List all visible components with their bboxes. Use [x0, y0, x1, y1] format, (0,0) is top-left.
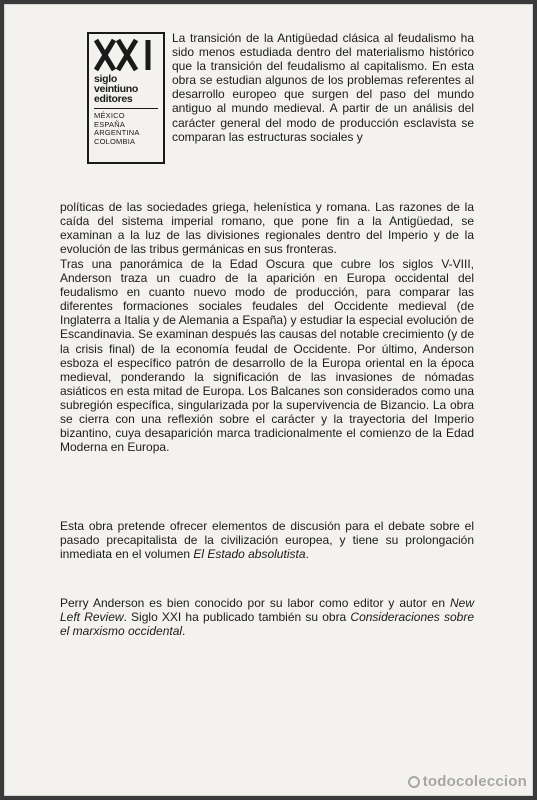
book-title-consideraciones: Consideraciones sobre el marxismo occidental — [60, 610, 474, 639]
author-paragraph — [60, 596, 474, 638]
country-argentina: ARGENTINA — [94, 128, 140, 138]
publisher-name — [94, 74, 158, 104]
country-mexico: MÉXICO — [94, 111, 125, 120]
synopsis-paragraph-3 — [60, 519, 474, 561]
p3-text-end: . — [305, 547, 309, 562]
siglo-xxi-logo-mark-icon — [94, 38, 156, 72]
publisher-name-line3: editores — [94, 93, 133, 105]
country-espana: ESPAÑA — [94, 119, 126, 129]
book-title-el-estado-absolutista: El Estado absolutista — [193, 547, 306, 562]
synopsis-paragraph-2 — [60, 257, 474, 454]
author-paragraph-text — [60, 596, 474, 638]
author-text-c: . — [182, 624, 186, 639]
synopsis-paragraph-1-continued — [60, 200, 474, 256]
p3-text-start: Esta obra pretende ofrecer elementos de discusión para el debate sobre el pasado precapitalista de la civilización europea, y tiene su prolongación inmediata en el volumen — [60, 519, 474, 562]
publisher-logo — [87, 32, 165, 164]
synopsis-paragraph-1 — [172, 31, 474, 144]
synopsis-paragraph-2-text: Tras una panorámica de la Edad Oscura que cubre los siglos V-VIII, Anderson traza un cuadro de la aparición en Europa occidental del feudalismo en cuanto nuevo modo de producción, para comparar las diferentes formaciones sociales feudales del Occidente medieval (de Inglaterra a Italia y de Alemania a España) y estudiar la especial evolución de Escandinavia. Se examinan después las causas del notable crecimiento (y de la crisis final) de la economía feudal de Occidente. Por último, Anderson esboza el específico patrón de desarrollo de la Europa oriental en la época medieval, ponderando la significación de las invasiones de nómadas asiáticos en esta mitad de Europa. Los Balcanes son considerados como una subregión específica, singularizada por la supervivencia de Bizancio. La obra se cierra con una reflexión sobre el carácter y la trayectoria del Imperio bizantino, cuya desaparición marca tradicionalmente el comienzo de la Edad Moderna en Europa. — [60, 257, 474, 455]
publisher-name-line2: veintiuno — [94, 83, 138, 95]
watermark-text: todocoleccion — [422, 773, 527, 790]
logo-divider — [94, 108, 158, 109]
synopsis-paragraph-1-text: La transición de la Antigüedad clásica al feudalismo ha sido menos estudiada dentro del materialismo histórico que la transición del feudalismo al capitalismo. En esta obra se estudian algunos de los problemas referentes al desarrollo europeo que surgen del paso del mundo antiguo al mundo medieval. A partir de un análisis del carácter general del modo de producción esclavista se comparan las estructuras sociales y — [172, 31, 474, 144]
synopsis-paragraph-1-cont-text: políticas de las sociedades griega, helenística y romana. Las razones de la caída del sistema imperial romano, que pone fin a la Antigüedad, se examinan a la luz de las divisiones regionales dentro del Imperio y de la evolución de las tribus germánicas en sus fronteras. — [60, 200, 474, 257]
publisher-name-line1: siglo — [94, 73, 118, 85]
country-colombia: COLOMBIA — [94, 136, 136, 146]
synopsis-paragraph-3-text — [60, 519, 474, 561]
journal-title-new-left-review: New Left Review — [60, 596, 474, 625]
publisher-countries — [94, 112, 158, 146]
watermark-logo-icon — [408, 776, 420, 788]
watermark — [408, 773, 527, 790]
book-back-cover — [4, 4, 533, 796]
author-text-b: . Siglo XXI ha publicado también su obra — [123, 610, 351, 625]
author-text-a: Perry Anderson es bien conocido por su labor como editor y autor en — [60, 596, 450, 610]
